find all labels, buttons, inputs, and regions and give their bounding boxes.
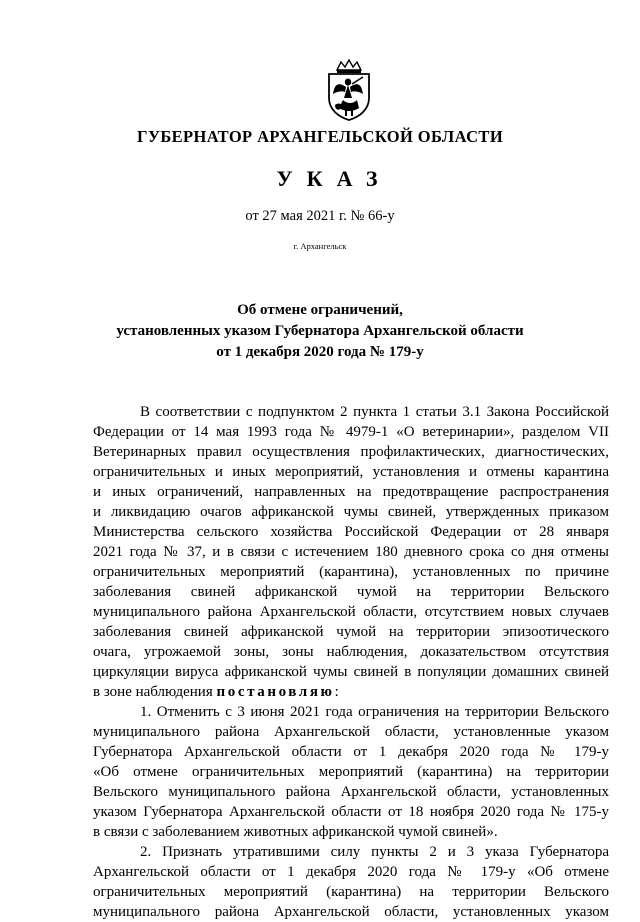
body-line: и иных ограничений, направленных на предотвращение распространения [93, 484, 609, 500]
body-line: Министерства сельского хозяйства Российской Федерации от 28 января [93, 524, 609, 540]
body-line: очага, угрожаемой зоны, зоны наблюдения, доказательством отсутствия [93, 644, 609, 660]
body-line: циркуляции вируса африканской чумы свиней в популяции домашних свиней [93, 664, 609, 680]
item-1-line: «Об отмене ограничительных мероприятий (карантина) на территории [93, 764, 609, 780]
coat-of-arms-icon [321, 58, 377, 122]
decree-word: постановляю [216, 684, 335, 700]
item-1-line: в связи с заболеванием животных африканской чумой свиней». [93, 824, 498, 840]
item-2-line: муниципального района Архангельской области, установленных указом [93, 904, 609, 920]
body-line: Ветеринарных правил осуществления профилактических, диагностических, [93, 444, 609, 460]
body-line: ограничительных и иных мероприятий, установления и отмены карантина [93, 464, 609, 480]
title-line: от 1 декабря 2020 года № 179-у [216, 344, 424, 360]
body-line: и ликвидацию очагов африканской чумы свиней, утвержденных приказом [93, 504, 609, 520]
body-line: заболевания свиней африканской чумой на территории Вельского [93, 584, 609, 600]
item-2-line: Архангельской области от 1 декабря 2020 года № 179-у «Об отмене [93, 864, 609, 880]
document-body [93, 402, 609, 922]
body-line: Федерации от 14 мая 1993 года № 4979-1 «О ветеринарии», разделом VII [93, 424, 609, 440]
item-1-line: Губернатора Архангельской области от 1 декабря 2020 года № 179-у [93, 744, 609, 760]
item-2-line: ограничительных мероприятий (карантина) на территории Вельского [93, 884, 609, 900]
item-1-line: указом Губернатора Архангельской области от 18 ноября 2020 года № 175-у [93, 804, 609, 820]
body-line: муниципального района Архангельской области, отсутствием новых случаев [93, 604, 609, 620]
decree-line [93, 682, 609, 702]
title-line: Об отмене ограничений, [237, 302, 403, 318]
document-type: УКАЗ [276, 166, 392, 191]
title-line: установленных указом Губернатора Архангельской области [116, 323, 524, 339]
preamble-tail: в зоне наблюдения [93, 684, 217, 700]
body-line: 2021 года № 37, и в связи с истечением 180 дневного срока со дня отмены [93, 544, 609, 560]
body-line: В соответствии с подпунктом 2 пункта 1 статьи 3.1 Закона Российской [140, 404, 609, 420]
body-line: ограничительных мероприятий (карантина), установленных по причине [93, 564, 609, 580]
body-line: заболевания свиней африканской чумой на территории эпизоотического [93, 624, 609, 640]
organization-title: ГУБЕРНАТОР АРХАНГЕЛЬСКОЙ ОБЛАСТИ [136, 127, 504, 146]
document-title [0, 300, 640, 363]
date-number-line: от 27 мая 2021 г. № 66-у [245, 208, 395, 224]
item-1-line: муниципального района Архангельской области, установленные указом [93, 724, 609, 740]
city-line: г. Архангельск [293, 241, 347, 251]
item-1-line: 1. Отменить с 3 июня 2021 года ограничения на территории Вельского [140, 704, 609, 720]
decree-colon: : [334, 684, 339, 700]
item-2-line: 2. Признать утратившими силу пункты 2 и 3 указа Губернатора [140, 844, 609, 860]
item-1-line: Вельского муниципального района Архангельской области, установленных [93, 784, 609, 800]
